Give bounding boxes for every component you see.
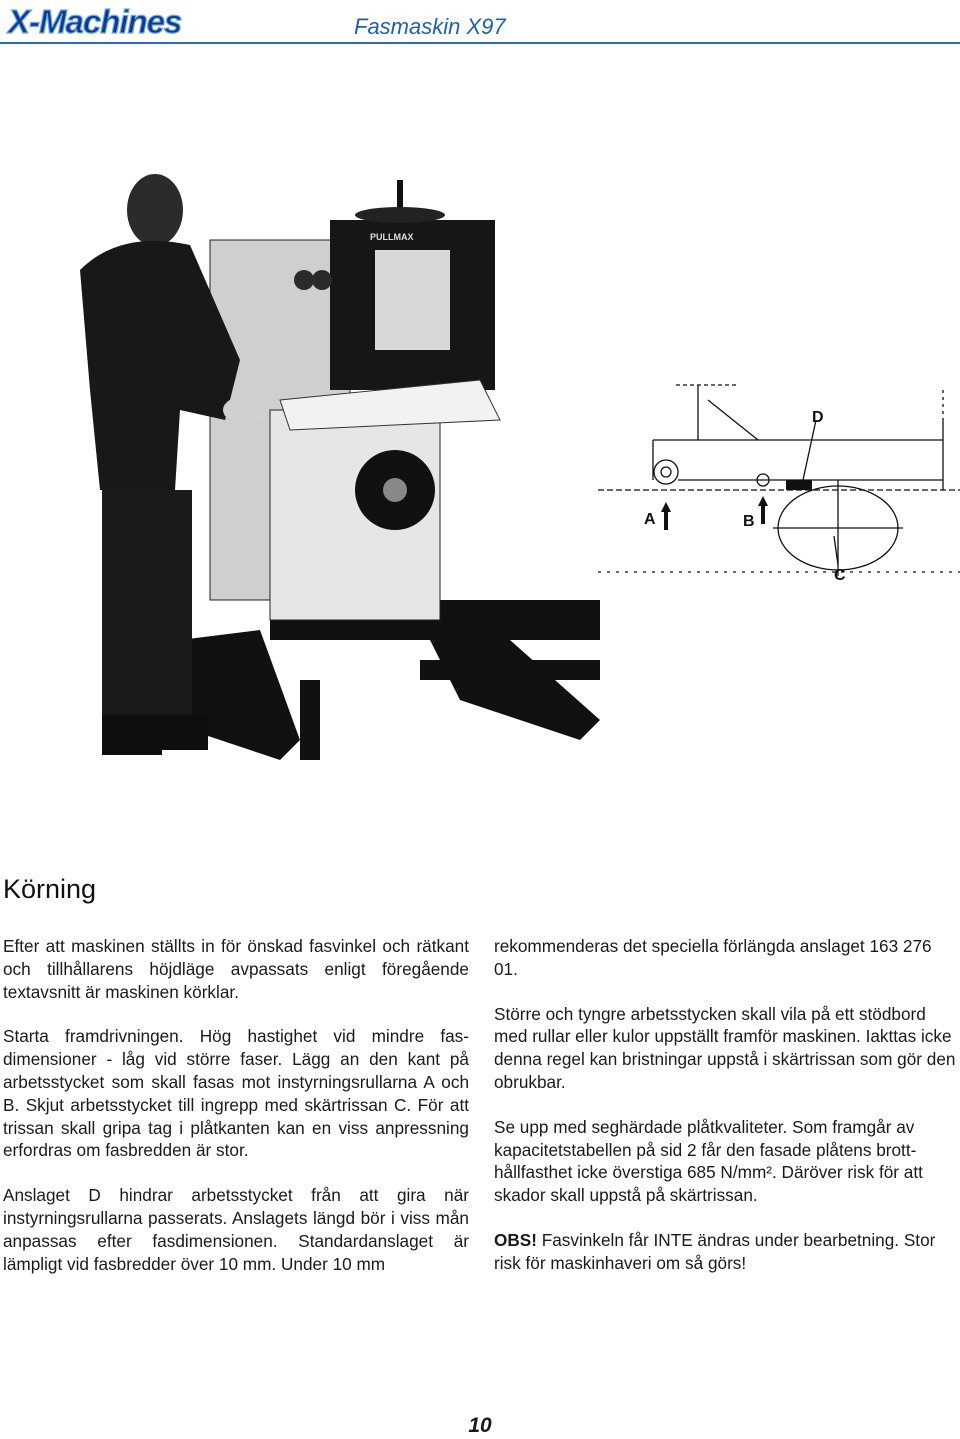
x-machines-logo — [6, 2, 226, 42]
machine-base — [160, 600, 600, 760]
obs-label: OBS! — [494, 1229, 537, 1250]
paragraph: Efter att maskinen ställts in för önskad fasvinkel och rätkant och tillhållarens höjdläge avpassats enligt föregående textavsnitt är maskinen körklar. — [3, 936, 469, 1002]
document-title: Fasmaskin X97 — [354, 14, 506, 39]
header-rule — [0, 42, 960, 44]
left-column — [3, 935, 469, 1297]
paragraph: rekommenderas det speciella förlängda anslaget 163 276 01. — [494, 936, 932, 979]
warning-paragraph — [494, 1229, 960, 1275]
paragraph: Anslaget D hindrar arbetsstycket från att gira när instyrningsrullarna passerats. Anslagets längd bör i viss mån anpassas efter fasdimensionen. Standardanslaget är lämpligt vid fasbredder över 10 mm. Under 10 mm — [3, 1185, 469, 1274]
paragraph: Starta framdrivningen. Hög hastighet vid mindre fasdimensioner - låg vid större faser. Lägg an den kant på arbetsstycket som skall fasas mot instyrningsrullarna A och B. Skjut arbetsstycket till ingrepp med skärtrissan C. För att trissan skall gripa tag i plåtkanten kan en viss anpressning erfordras om fasbredden är stor. — [3, 1026, 469, 1161]
obs-text: Fasvinkeln får INTE ändras under bearbetning. Stor risk för maskinhaveri om så görs! — [494, 1229, 936, 1273]
paragraph: Större och tyngre arbetsstycken skall vila på ett stödbord med rullar eller kulor uppställt framför maskinen. Iakttas icke denna regel kan bristningar uppstå i skärtrissan som gör den obrukbar. — [494, 1003, 956, 1092]
section-heading: Körning — [3, 874, 97, 904]
right-column — [494, 935, 960, 1297]
label-b: B — [743, 513, 755, 530]
paragraph: Se upp med seghärdade plåtkvaliteter. Som framgår av kapacitetstabellen på sid 2 får den fasade plåtens brotthållfasthet icke överstiga 685 N/mm². Däröver risk för att skador skall uppstå på skärtrissan. — [494, 1116, 923, 1206]
guide-rollers-diagram — [598, 380, 960, 592]
label-d: D — [812, 409, 824, 426]
svg-text:PULLMAX: PULLMAX — [370, 232, 414, 242]
label-c: C — [834, 567, 846, 584]
label-a: A — [644, 511, 656, 528]
svg-text:X-Machines: X-Machines — [8, 3, 182, 40]
machine-operator-photo — [40, 160, 620, 800]
page-number: 10 — [468, 1414, 492, 1437]
roller-a-outline — [654, 460, 678, 484]
